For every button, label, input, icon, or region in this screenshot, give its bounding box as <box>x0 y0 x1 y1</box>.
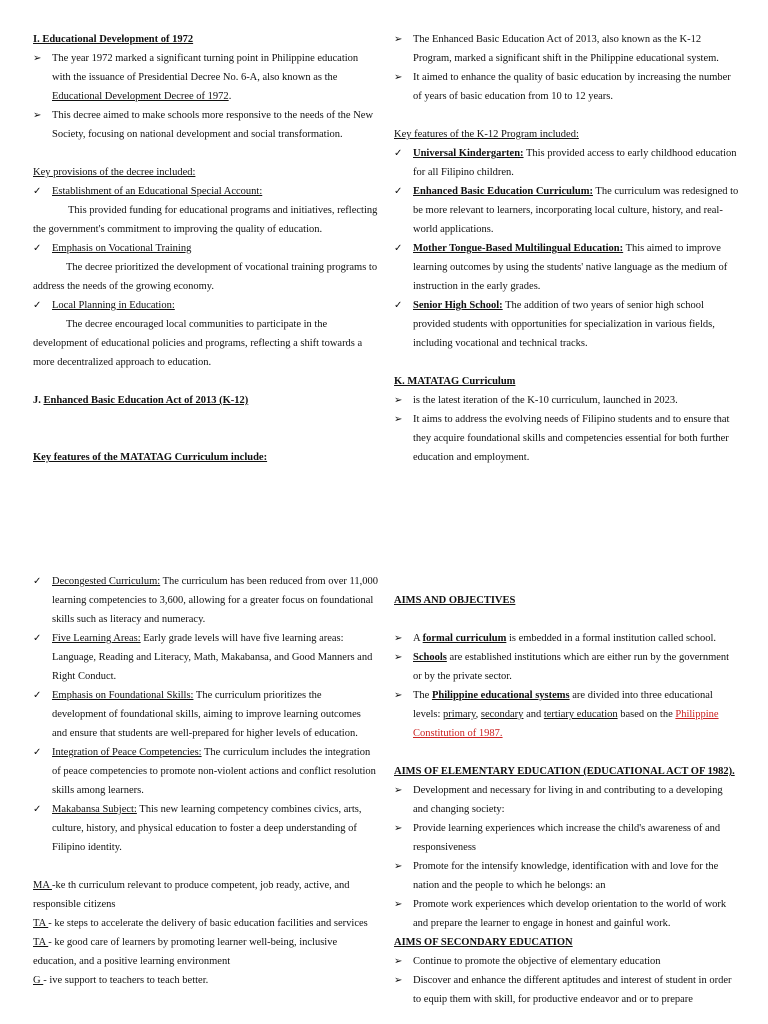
bullet-item: ➢ The Enhanced Basic Education Act of 2013, also known as the K-12 Program, marked a significant shift in the Philippine educational system. <box>394 30 739 68</box>
bullet-item: ➢ It aimed to enhance the quality of basic education by increasing the number of years of basic education from 10 to 12 years. <box>394 68 739 106</box>
arrow-bullet-icon: ➢ <box>394 899 403 910</box>
bullet-item: ➢ is the latest iteration of the K-10 curriculum, launched in 2023. <box>394 391 739 410</box>
left-column-top <box>33 30 378 467</box>
check-item: ✓ Establishment of an Educational Special Account: <box>33 182 378 201</box>
bullet-item: ➢ Promote work experiences which develop orientation to the world of work and prepare the learner to engage in honest and gainful work. <box>394 895 739 933</box>
arrow-bullet-icon: ➢ <box>394 690 403 701</box>
check-item: ✓ Decongested Curriculum: The curriculum has been reduced from over 11,000 learning competencies to 3,600, allowing for a greater focus on foundational skills such as literacy and numeracy. <box>33 572 378 629</box>
check-item: ✓ Senior High School: The addition of two years of senior high school provided students with opportunities for specialization in various fields, including vocational and technical tracks. <box>394 296 739 353</box>
acronym-line: MA -ke th curriculum relevant to produce competent, job ready, active, and responsible citizens <box>33 880 350 910</box>
check-item: ✓ Emphasis on Vocational Training <box>33 239 378 258</box>
arrow-bullet-icon: ➢ <box>394 34 403 45</box>
check-icon: ✓ <box>394 148 403 159</box>
bullet-item: ➢ This decree aimed to make schools more responsive to the needs of the New Society, focusing on national development and social transformation. <box>33 106 378 144</box>
check-item: ✓ Emphasis on Foundational Skills: The curriculum prioritizes the development of foundational skills, aiming to improve learning outcomes and ensure that students are well-prepared for higher levels of education. <box>33 686 378 743</box>
key-provisions-heading: Key provisions of the decree included: <box>33 167 196 178</box>
bullet-item: ➢ Development and necessary for living in and contributing to a developing and changing society: <box>394 781 739 819</box>
check-icon: ✓ <box>394 300 403 311</box>
bullet-item: ➢ Promote for the intensify knowledge, identification with and love for the nation and the people to which he belongs: an <box>394 857 739 895</box>
check-item: ✓ Mother Tongue-Based Multilingual Education: This aimed to improve learning outcomes by using the students' native language as the medium of instruction in the early grades. <box>394 239 739 296</box>
bullet-item: ➢ It aims to address the evolving needs of Filipino students and to ensure that they acquire foundational skills and competencies essential for both further education and employment. <box>394 410 739 467</box>
check-icon: ✓ <box>33 804 42 815</box>
bullet-item: ➢ A formal curriculum is embedded in a formal institution called school. <box>394 629 739 648</box>
elementary-aims-heading: AIMS OF ELEMENTARY EDUCATION (EDUCATIONAL ACT OF 1982). <box>394 766 735 777</box>
check-item: ✓ Local Planning in Education: <box>33 296 378 315</box>
check-item: ✓ Makabansa Subject: This new learning competency combines civics, arts, culture, history, and physical education to foster a deep understanding of Filipino identity. <box>33 800 378 857</box>
matatag-key-features-heading: Key features of the MATATAG Curriculum include: <box>33 452 268 463</box>
provision-description: This provided funding for educational programs and initiatives, reflecting the government's commitment to improving the quality of education. <box>33 205 378 235</box>
check-item: ✓ Enhanced Basic Education Curriculum: The curriculum was redesigned to be more relevant to learners, incorporating local culture, history, and real-world applications. <box>394 182 739 239</box>
acronym-line: TA - ke steps to accelerate the delivery of basic education facilities and services <box>33 918 368 929</box>
acronym-line: G - ive support to teachers to teach better. <box>33 975 209 986</box>
decree-link: Educational Development Decree of 1972 <box>52 91 229 102</box>
section-j-heading: J. Enhanced Basic Education Act of 2013 (K-12) <box>33 395 249 406</box>
check-icon: ✓ <box>33 243 42 254</box>
check-icon: ✓ <box>33 300 42 311</box>
bullet-item: ➢ The year 1972 marked a significant turning point in Philippine education with the issuance of Presidential Decree No. 6-A, also known as the Educational Development Decree of 1972. <box>33 49 378 106</box>
section-i-heading: I. Educational Development of 1972 <box>33 34 194 45</box>
bullet-item: ➢ Schools are established institutions which are either run by the government or by the private sector. <box>394 648 739 686</box>
provision-description: The decree prioritized the development of vocational training programs to address the needs of the growing economy. <box>33 262 378 292</box>
bullet-item: ➢ Continue to promote the objective of elementary education <box>394 952 739 971</box>
check-item: ✓ Five Learning Areas: Early grade levels will have five learning areas: Language, Reading and Literacy, Math, Makabansa, and Good Manners and Right Conduct. <box>33 629 378 686</box>
bullet-item: ➢ Provide learning experiences which increase the child's awareness of and responsiveness <box>394 819 739 857</box>
constitution-link: Philippine Constitution of 1987. <box>413 709 719 739</box>
arrow-bullet-icon: ➢ <box>394 72 403 83</box>
arrow-bullet-icon: ➢ <box>394 414 403 425</box>
k12-key-features-heading: Key features of the K-12 Program included: <box>394 129 579 140</box>
provision-description: The decree encouraged local communities to participate in the development of educational policies and programs, reflecting a shift towards a more decentralized approach to education. <box>33 319 363 368</box>
arrow-bullet-icon: ➢ <box>394 823 403 834</box>
arrow-bullet-icon: ➢ <box>33 110 42 121</box>
arrow-bullet-icon: ➢ <box>394 395 403 406</box>
right-column-top <box>394 30 739 467</box>
check-icon: ✓ <box>394 186 403 197</box>
check-icon: ✓ <box>33 747 42 758</box>
arrow-bullet-icon: ➢ <box>33 53 42 64</box>
check-icon: ✓ <box>33 576 42 587</box>
bullet-item: ➢ The Philippine educational systems are divided into three educational levels: primary, secondary and tertiary education based on the Philippine Constitution of 1987. <box>394 686 739 743</box>
check-item: ✓ Universal Kindergarten: This provided access to early childhood education for all Filipino children. <box>394 144 739 182</box>
section-k-heading: K. MATATAG Curriculum <box>394 376 516 387</box>
arrow-bullet-icon: ➢ <box>394 785 403 796</box>
check-icon: ✓ <box>33 186 42 197</box>
check-icon: ✓ <box>394 243 403 254</box>
right-column-bottom <box>394 591 739 1009</box>
check-icon: ✓ <box>33 633 42 644</box>
arrow-bullet-icon: ➢ <box>394 633 403 644</box>
left-column-bottom <box>33 572 378 990</box>
arrow-bullet-icon: ➢ <box>394 975 403 986</box>
arrow-bullet-icon: ➢ <box>394 956 403 967</box>
bullet-item: ➢ Discover and enhance the different aptitudes and interest of student in order to equip them with skill, for productive endeavor and or to prepare <box>394 971 739 1009</box>
aims-heading: AIMS AND OBJECTIVES <box>394 595 516 606</box>
check-icon: ✓ <box>33 690 42 701</box>
acronym-line: TA - ke good care of learners by promoting learner well-being, inclusive education, and a positive learning environment <box>33 937 338 967</box>
secondary-aims-heading: AIMS OF SECONDARY EDUCATION <box>394 937 573 948</box>
check-item: ✓ Integration of Peace Competencies: The curriculum includes the integration of peace competencies to promote non-violent actions and conflict resolution skills among learners. <box>33 743 378 800</box>
arrow-bullet-icon: ➢ <box>394 652 403 663</box>
arrow-bullet-icon: ➢ <box>394 861 403 872</box>
